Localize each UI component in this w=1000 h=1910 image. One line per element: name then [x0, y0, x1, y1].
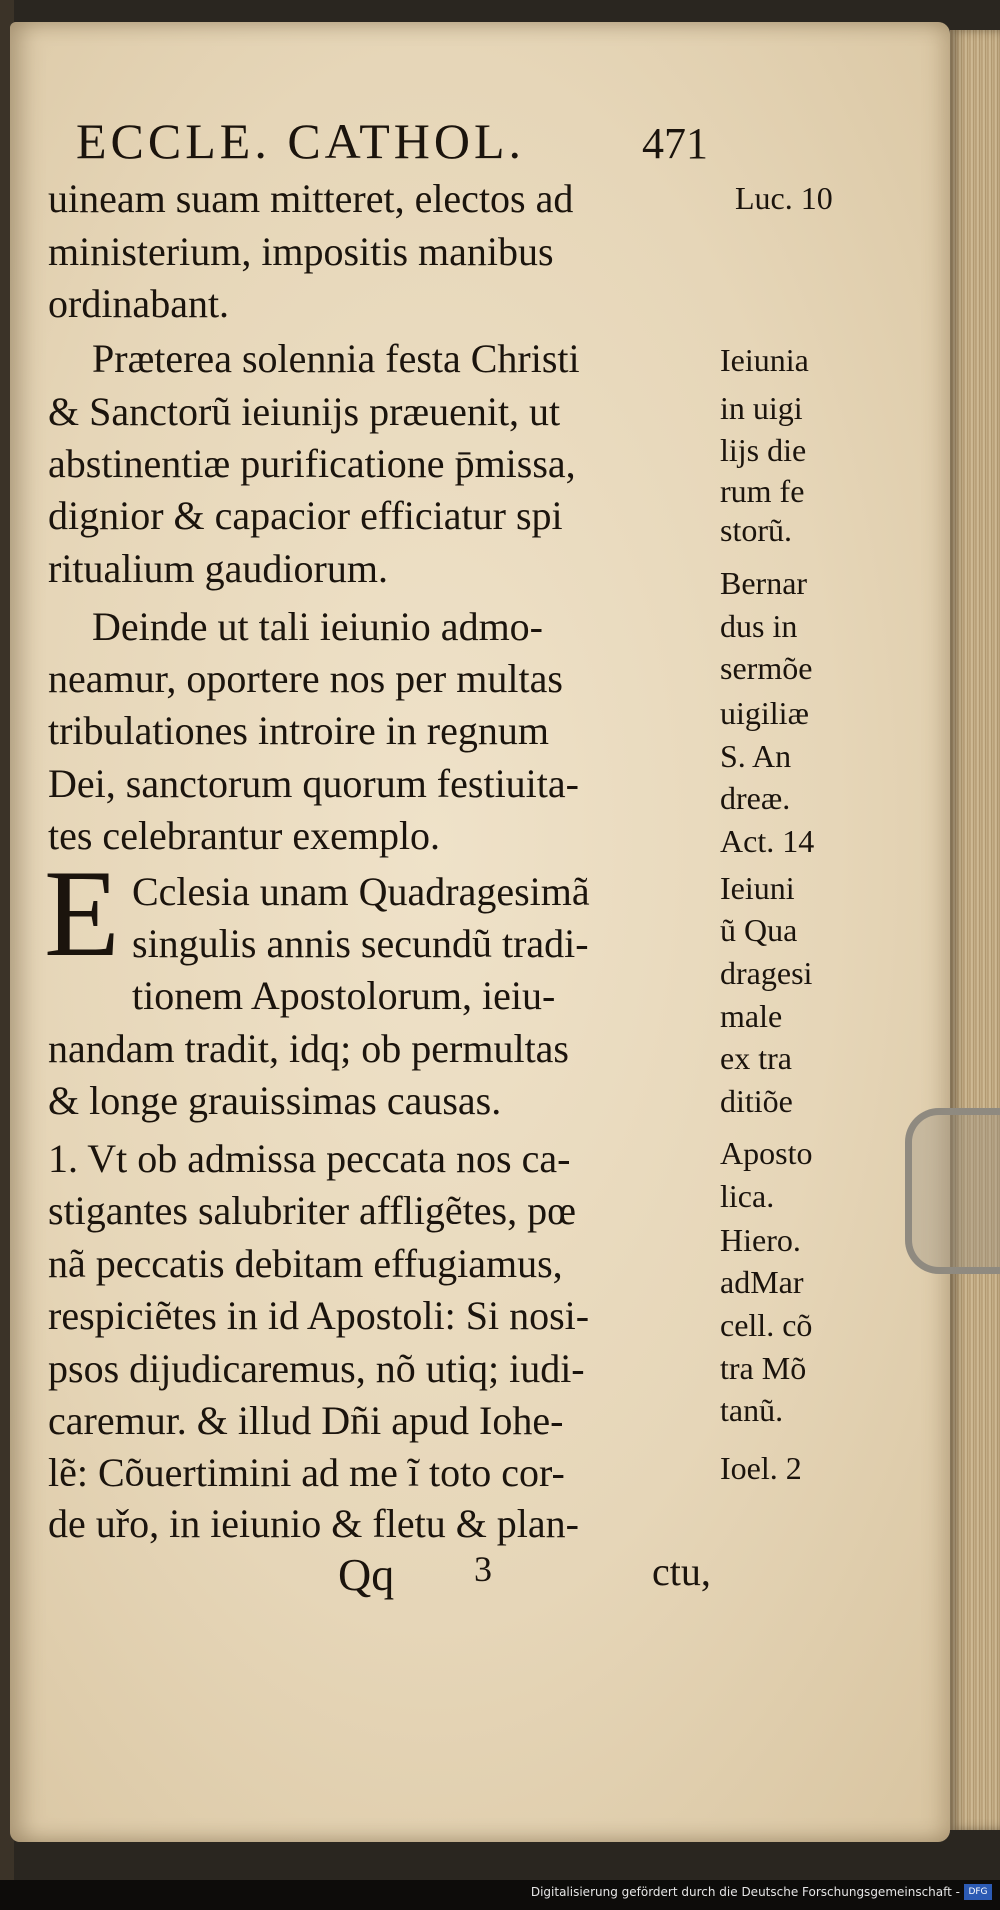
body-line: de uřo, in ieiunio & fletu & plan- — [48, 1501, 579, 1546]
body-line: uineam suam mitteret, electos ad — [48, 176, 574, 221]
body-line: dignior & capacior efficiatur spi — [48, 493, 563, 538]
margin-note: rum fe — [720, 473, 805, 509]
margin-note: dragesi — [720, 955, 813, 991]
digitization-credit: Digitalisierung gefördert durch die Deutsche Forschungsgemeinschaft - — [530, 1885, 960, 1899]
body-line: lẽ: Cõuertimini ad me ĩ toto cor- — [48, 1450, 565, 1495]
margin-note: Ieiunia — [720, 342, 809, 378]
body-line: stigantes salubriter affligẽtes, pœ — [48, 1188, 577, 1233]
body-line: singulis annis secundũ tradi- — [132, 921, 589, 966]
margin-note: uigiliæ — [720, 695, 809, 731]
body-line: ministerium, impositis manibus — [48, 229, 554, 274]
body-line: 1. Vt ob admissa peccata nos ca- — [48, 1136, 571, 1181]
running-header: ECCLE. CATHOL. — [76, 113, 526, 169]
margin-note: Bernar — [720, 565, 808, 601]
margin-note: Act. 14 — [720, 823, 815, 859]
body-line: Deinde ut tali ieiunio admo- — [92, 604, 543, 649]
body-line: Cclesia unam Quadragesimã — [132, 869, 590, 914]
body-line: & longe grauissimas causas. — [48, 1078, 502, 1123]
margin-note: dreæ. — [720, 780, 791, 816]
margin-note: Aposto — [720, 1135, 813, 1171]
signature-mark: Qq — [338, 1549, 395, 1600]
signature-number: 3 — [474, 1549, 492, 1589]
page-number: 471 — [642, 119, 708, 168]
margin-note: cell. cõ — [720, 1307, 813, 1343]
body-line: tes celebrantur exemplo. — [48, 813, 441, 858]
margin-note: tra Mõ — [720, 1350, 807, 1386]
body-line: nandam tradit, idq; ob permultas — [48, 1026, 569, 1071]
margin-note: ũ Qua — [720, 912, 798, 948]
body-line: tionem Apostolorum, ieiu- — [132, 973, 556, 1018]
body-line: Præterea solennia festa Christi — [92, 336, 580, 381]
body-line: & Sanctorũ ieiunijs præuenit, ut — [48, 389, 561, 434]
margin-note: storũ. — [720, 512, 792, 548]
margin-note: ex tra — [720, 1040, 792, 1076]
margin-note: sermõe — [720, 650, 813, 686]
body-line: respiciẽtes in id Apostoli: Si nosi- — [48, 1293, 590, 1338]
margin-note: male — [720, 998, 783, 1034]
margin-note: tanũ. — [720, 1392, 784, 1428]
margin-note: S. An — [720, 738, 792, 774]
margin-note: Luc. 10 — [735, 180, 833, 216]
body-line: psos dijudicaremus, nõ utiq; iudi- — [48, 1346, 585, 1391]
dfg-logo: DFG — [964, 1884, 992, 1900]
margin-note: in uigi — [720, 390, 803, 426]
margin-note: lijs die — [720, 432, 807, 468]
body-line: tribulationes introire in regnum — [48, 708, 549, 753]
margin-note: ditiõe — [720, 1083, 793, 1119]
margin-note: dus in — [720, 608, 798, 644]
body-line: caremur. & illud Dñi apud Iohe- — [48, 1398, 564, 1443]
body-line: Dei, sanctorum quorum festiuita- — [48, 761, 579, 806]
margin-note: Ioel. 2 — [720, 1450, 802, 1486]
book-clasp — [905, 1108, 1000, 1274]
body-line: ordinabant. — [48, 281, 230, 326]
margin-note: Hiero. — [720, 1222, 801, 1258]
drop-cap: E — [44, 845, 120, 982]
margin-note: adMar — [720, 1264, 804, 1300]
body-line: ritualium gaudiorum. — [48, 546, 388, 591]
page-fore-edge — [950, 30, 1000, 1830]
margin-note: lica. — [720, 1178, 775, 1214]
body-line: abstinentiæ purificatione p̄missa, — [48, 441, 576, 486]
body-line: nã peccatis debitam effugiamus, — [48, 1241, 563, 1286]
margin-note: Ieiuni — [720, 870, 795, 906]
body-line: neamur, oportere nos per multas — [48, 656, 563, 701]
catchword: ctu, — [652, 1549, 711, 1594]
